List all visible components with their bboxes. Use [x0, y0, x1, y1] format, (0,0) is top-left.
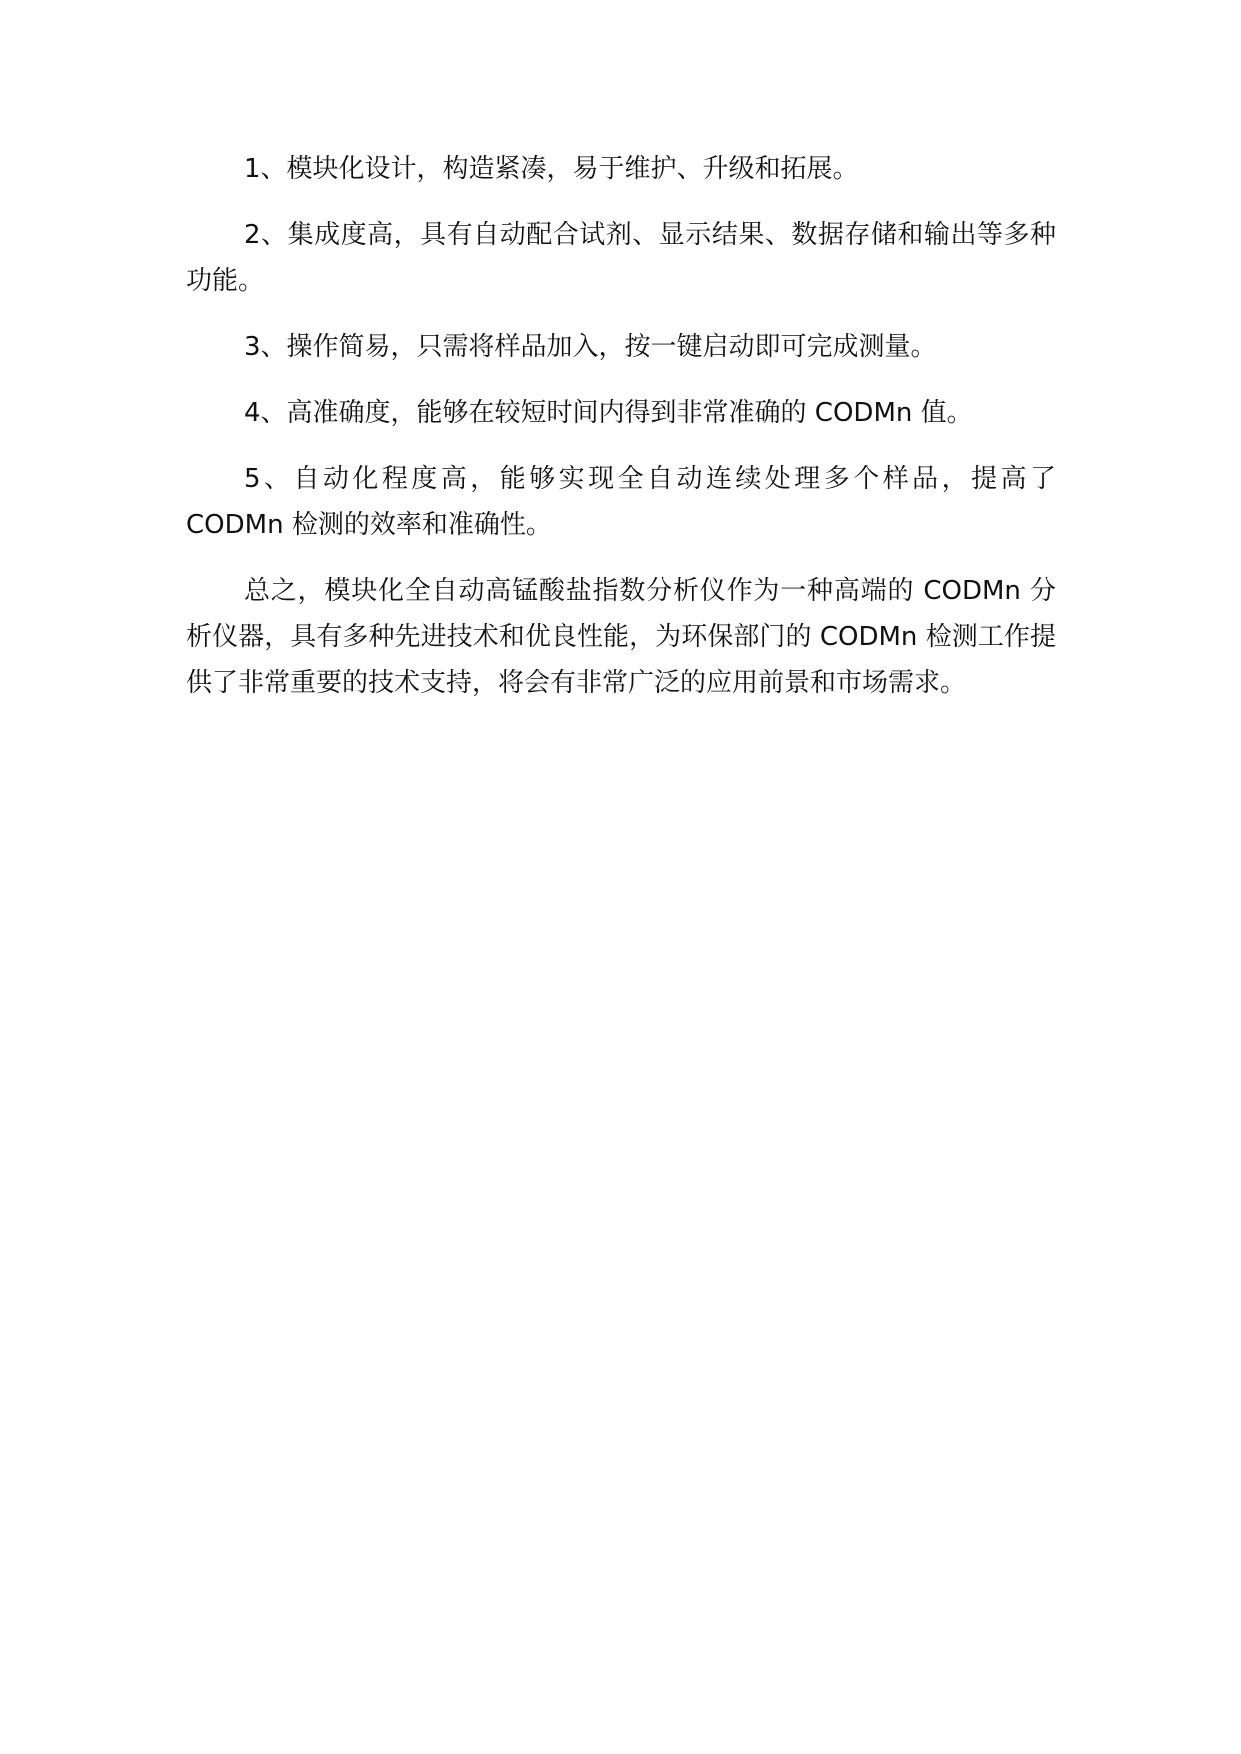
document-page	[186, 146, 1056, 726]
summary-paragraph: 总之，模块化全自动高锰酸盐指数分析仪作为一种高端的 CODMn 分析仪器，具有多种先进技术和优良性能，为环保部门的 CODMn 检测工作提供了非常重要的技术支持，将会有非常广泛的应用前景和市场需求。	[186, 576, 1056, 698]
feature-paragraph-5: 5、自动化程度高，能够实现全自动连续处理多个样品，提高了 CODMn 检测的效率和准确性。	[186, 464, 1056, 540]
feature-paragraph-1: 1、模块化设计，构造紧凑，易于维护、升级和拓展。	[244, 154, 859, 184]
feature-paragraph-4: 4、高准确度，能够在较短时间内得到非常准确的 CODMn 值。	[244, 398, 973, 428]
feature-paragraph-3: 3、操作简易，只需将样品加入，按一键启动即可完成测量。	[244, 332, 937, 362]
feature-paragraph-2: 2、集成度高，具有自动配合试剂、显示结果、数据存储和输出等多种功能。	[186, 220, 1056, 296]
